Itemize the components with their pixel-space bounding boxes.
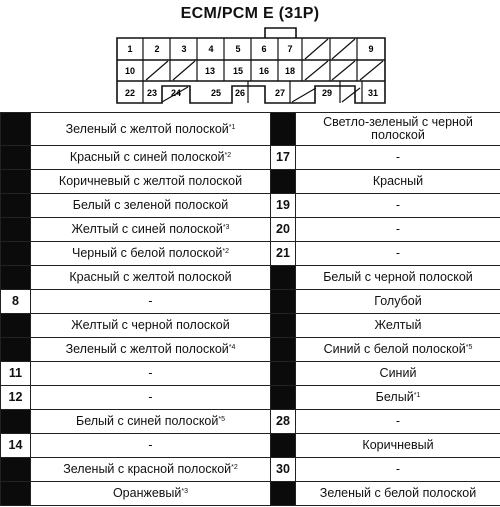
pin-number-blank [271,482,296,506]
footnote-marker: *1 [413,392,421,399]
pin-label: 18 [284,66,296,76]
wire-color [296,218,500,242]
footnote-marker: *3 [222,224,230,231]
wire-color [31,146,271,170]
pin-number-blank [271,113,296,146]
wire-color-text: - [148,366,153,380]
wire-color [31,410,271,434]
table-row [1,386,500,410]
footnote-marker: *5 [218,416,225,423]
wire-color-text: - [395,462,401,476]
wire-color [296,194,500,218]
connector-diagram [0,0,500,110]
wire-color [31,266,271,290]
wire-color [31,170,271,194]
pin-number: 14 [1,434,31,458]
pin-label: 2 [154,44,160,54]
table-row [1,218,500,242]
wire-color-text: Желтый [374,318,422,332]
wire-color [296,338,500,362]
wire-color [31,194,271,218]
wire-color-text: Зеленый с красной полоской [63,462,232,476]
wire-color [31,434,271,458]
pin-number-blank [1,458,31,482]
pin-label: 13 [204,66,216,76]
wire-color [296,482,500,506]
wire-color-text: Желтый с черной полоской [71,318,230,332]
pin-label: 4 [208,44,214,54]
pin-number: 30 [271,458,296,482]
pin-number-blank [1,410,31,434]
table-row [1,482,500,506]
pin-table-body [1,113,500,506]
pin-label: 25 [210,88,222,98]
pin-label: 10 [124,66,136,76]
pin-label: 29 [321,88,333,98]
wire-color [31,458,271,482]
wire-color-text: - [395,246,401,260]
pin-number: 12 [1,386,31,410]
wire-color [31,386,271,410]
pin-label: 15 [232,66,244,76]
footnote-marker: *3 [181,488,189,495]
wire-color [296,266,500,290]
wire-color [31,338,271,362]
table-row [1,338,500,362]
wire-color [31,362,271,386]
wire-color [296,242,500,266]
footnote-marker: *1 [228,123,236,131]
pin-number-blank [1,194,31,218]
pin-label: 7 [287,44,293,54]
pin-label: 23 [146,88,158,98]
pin-number-blank [1,146,31,170]
pin-label: 31 [367,88,379,98]
wire-color [296,146,500,170]
wire-color [296,362,500,386]
pin-number-blank [1,170,31,194]
wire-color [31,113,271,146]
wire-color-text: - [395,198,401,212]
wire-color-text: - [148,390,153,404]
wire-color-text: - [395,150,401,164]
pin-number-blank [1,482,31,506]
footnote-marker: *2 [222,248,229,255]
wire-color-text: Голубой [374,294,422,308]
wire-color [296,113,500,146]
pin-label: 26 [234,88,246,98]
wire-color-text: Оранжевый [112,486,182,500]
pin-number-blank [1,314,31,338]
wire-color-text: Коричневый с желтой полоской [58,174,243,188]
pin-number-blank [1,338,31,362]
footnote-marker: *2 [231,464,238,471]
table-row [1,266,500,290]
pin-label: 27 [274,88,286,98]
wire-color-text: Синий с белой полоской [323,342,466,356]
wire-color [296,170,500,194]
footnote-marker: *2 [224,152,232,159]
pin-label: 9 [368,44,374,54]
pin-label: 6 [261,44,267,54]
pin-label: 1 [127,44,133,54]
pin-number-blank [271,290,296,314]
wire-color-text: Красный [372,174,424,188]
pin-number-blank [271,314,296,338]
pin-number: 11 [1,362,31,386]
wire-color [296,458,500,482]
wire-color [296,314,500,338]
pin-number: 8 [1,290,31,314]
wire-color [31,482,271,506]
table-row [1,290,500,314]
table-row [1,410,500,434]
pin-number-blank [1,113,31,146]
wire-color-text: Белый [375,390,414,404]
table-row [1,458,500,482]
wire-color-text: Желтый с синей полоской [71,222,223,236]
wire-color-text: Зеленый с желтой полоской [65,342,229,356]
table-row [1,194,500,218]
table-row [1,434,500,458]
table-row [1,146,500,170]
wire-color-text: Синий [379,366,417,380]
wire-color [296,434,500,458]
footnote-marker: *5 [465,344,473,351]
wire-color-text: - [395,222,401,236]
pin-color-table [0,112,500,506]
pin-number: 20 [271,218,296,242]
wire-color-text: Белый с черной полоской [323,270,473,284]
wire-color [296,290,500,314]
wire-color-text: Белый с зеленой полоской [72,198,229,212]
pin-number-blank [271,362,296,386]
pin-number: 21 [271,242,296,266]
pin-number-blank [1,242,31,266]
table-row [1,314,500,338]
pin-number: 28 [271,410,296,434]
table-row [1,242,500,266]
footnote-marker: *4 [228,344,236,351]
wire-color [31,290,271,314]
wire-color-text: Зеленый с белой полоской [319,486,477,500]
pin-number-blank [1,266,31,290]
wire-color-text: Зеленый с желтой полоской [65,121,229,136]
pin-number-blank [271,266,296,290]
pin-number-blank [271,170,296,194]
wire-color-text: Светло-зеленый с черной полоской [323,115,473,142]
pin-number-blank [271,434,296,458]
pin-number-blank [1,218,31,242]
wire-color-text: - [148,438,153,452]
pin-number-blank [271,386,296,410]
pin-label: 24 [170,88,182,98]
pin-number-blank [271,338,296,362]
wire-color-text: Коричневый [362,438,434,452]
wire-color [31,242,271,266]
pin-label: 22 [124,88,136,98]
pin-number: 17 [271,146,296,170]
table-row [1,113,500,146]
page-title: ECM/PCM E (31P) [180,5,320,22]
wire-color [31,314,271,338]
pin-label: 3 [181,44,187,54]
pin-label: 5 [235,44,241,54]
wire-color-text: Красный с желтой полоской [69,270,232,284]
wire-color-text: - [148,294,153,308]
pin-number: 19 [271,194,296,218]
wire-color-text: - [395,414,401,428]
table-row [1,362,500,386]
pin-label: 16 [258,66,270,76]
wire-color-text: Черный с белой полоской [72,246,223,260]
wire-color [296,410,500,434]
wire-color [31,218,271,242]
wire-color-text: Белый с синей полоской [76,414,219,428]
wire-color-text: Красный с синей полоской [69,150,225,164]
table-row [1,170,500,194]
wire-color [296,386,500,410]
